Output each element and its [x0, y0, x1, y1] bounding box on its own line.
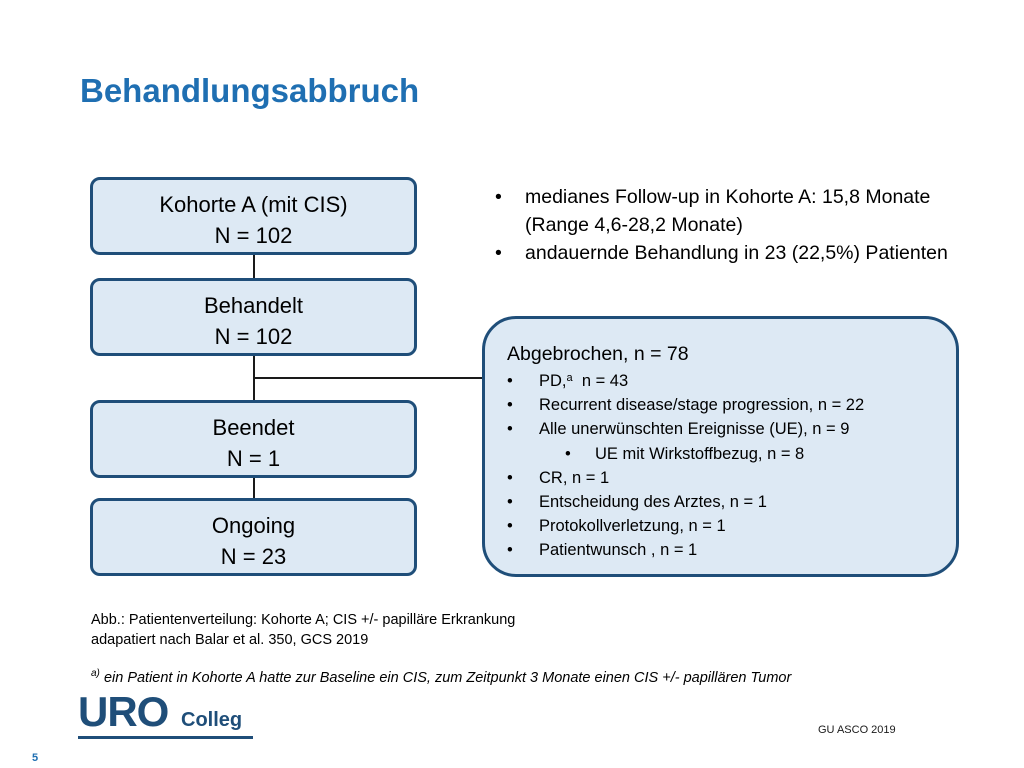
page-number: 5: [32, 752, 39, 764]
summary-bullet-ongoing-treatment: • andauernde Behandlung in 23 (22,5%) Patienten: [495, 239, 955, 267]
connector-line: [253, 255, 255, 278]
logo-colleg-text: Colleg: [181, 709, 243, 731]
flow-box-label: Ongoing: [211, 513, 296, 538]
flow-box-kohorte: [90, 177, 417, 255]
footnote: [91, 670, 791, 686]
connector-line: [253, 478, 255, 498]
flow-box-label: Beendet: [212, 415, 295, 440]
reason-pd-label: PD,: [539, 372, 567, 390]
reason-pd: [507, 369, 864, 393]
reason-protokoll: • Protokollverletzung, n = 1: [507, 514, 864, 538]
flow-box-count: N = 1: [226, 446, 281, 471]
reason-ue: • Alle unerwünschten Ereignisse (UE), n = 9: [507, 417, 864, 441]
flow-box-label: Behandelt: [203, 293, 304, 318]
caption-source: adapatiert nach Balar et al. 350, GCS 2019: [91, 632, 369, 648]
reason-recurrent: • Recurrent disease/stage progression, n = 22: [507, 393, 864, 417]
flow-box-ongoing: [90, 498, 417, 576]
reason-ue-sub: • UE mit Wirkstoffbezug, n = 8: [507, 442, 864, 466]
flow-box-count: N = 102: [214, 324, 293, 349]
source-tag: GU ASCO 2019: [818, 724, 896, 736]
flow-box-abgebrochen: [482, 316, 959, 577]
flow-box-behandelt: [90, 278, 417, 356]
reason-pd-count: n = 43: [581, 372, 629, 390]
flow-box-beendet: [90, 400, 417, 478]
page-title: Behandlungsabbruch: [80, 72, 420, 109]
flow-box-count: N = 23: [220, 544, 287, 569]
reason-wunsch: • Patientwunsch , n = 1: [507, 538, 864, 562]
footnote-text: ein Patient in Kohorte A hatte zur Baseline ein CIS, zum Zeitpunkt 3 Monate einen CIS +/- papillären Tumor: [103, 670, 792, 686]
footnote-marker: a: [566, 372, 573, 384]
footnote-marker: a): [91, 668, 100, 679]
connector-line-to-abgebrochen: [254, 377, 485, 379]
flow-box-label: Kohorte A (mit CIS): [159, 192, 348, 217]
reason-arzt: • Entscheidung des Arztes, n = 1: [507, 490, 864, 514]
summary-bullets: [495, 183, 955, 267]
logo-underline: [78, 736, 253, 739]
abgebrochen-title: Abgebrochen, n = 78: [507, 343, 689, 365]
figure-caption: [91, 610, 515, 650]
abgebrochen-reasons: [507, 369, 864, 563]
logo-uro-text: URO: [78, 688, 169, 735]
caption-line: Abb.: Patientenverteilung: Kohorte A; CIS +/- papilläre Erkrankung: [91, 612, 516, 628]
flow-box-count: N = 102: [214, 223, 293, 248]
urocolleg-logo: [78, 688, 268, 744]
reason-cr: • CR, n = 1: [507, 466, 864, 490]
summary-bullet-follow-up: • medianes Follow-up in Kohorte A: 15,8 Monate (Range 4,6-28,2 Monate): [495, 183, 955, 239]
